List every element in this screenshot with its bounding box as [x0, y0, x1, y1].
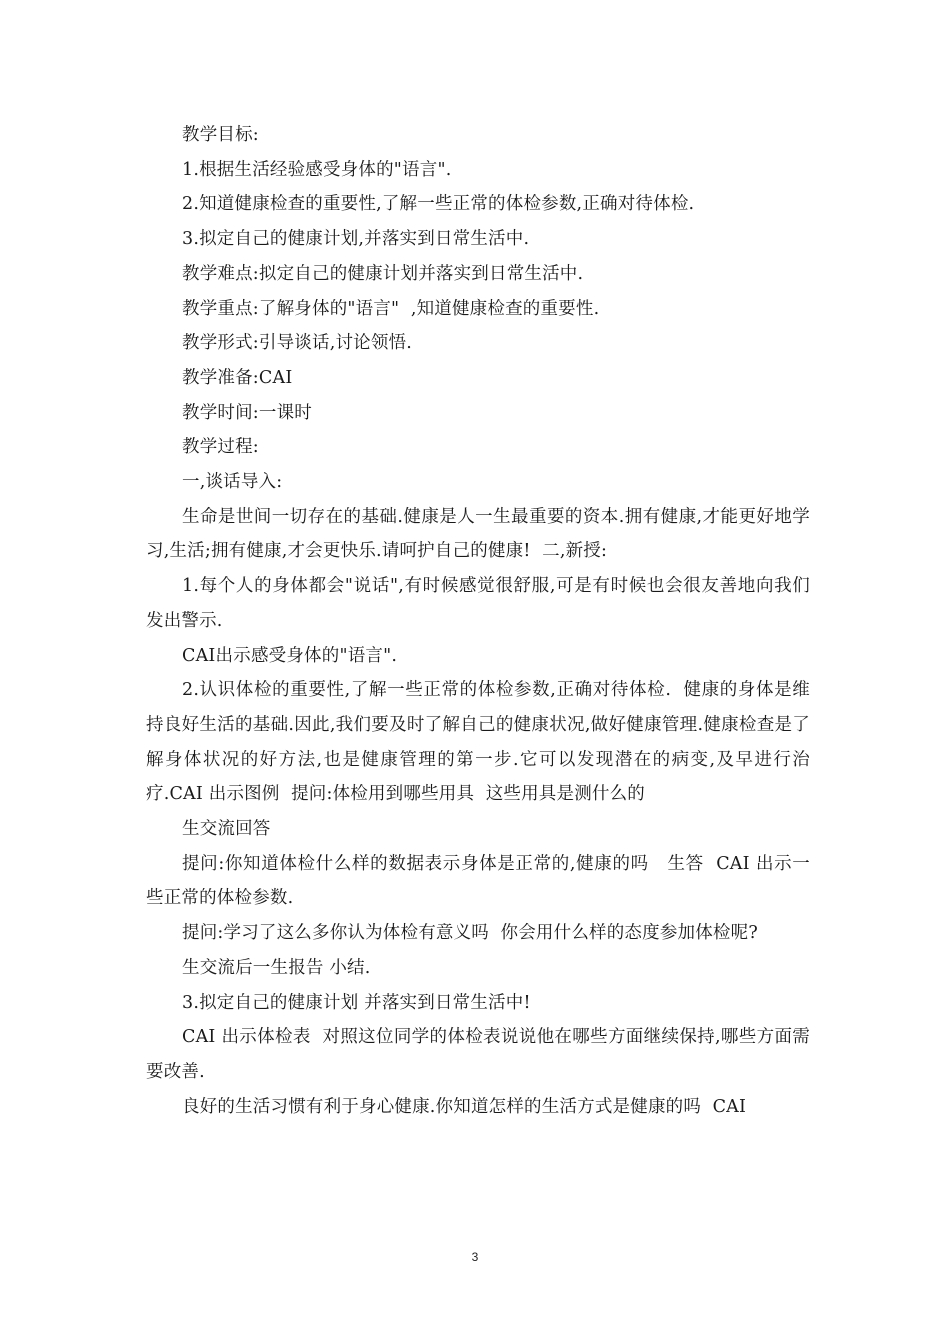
paragraph: 教学形式:引导谈话,讨论领悟. [182, 333, 413, 354]
document-body [146, 118, 810, 1124]
paragraph: 一,谈话导入: [182, 472, 283, 493]
paragraph: 良好的生活习惯有利于身心健康.你知道怎样的生活方式是健康的吗 CAI [182, 1096, 747, 1117]
paragraph: 2.认识体检的重要性,了解一些正常的体检参数,正确对待体检. 健康的身体是维持良好生活的基础.因此,我们要及时了解自己的健康状况,做好健康管理.健康检查是了解身体状况的好方法,也是健康管理的第一步.它可以发现潜在的病变,及早进行治疗.CAI 出示图例 提问:体检用到哪些用具 这些用具是测什么的 [146, 680, 810, 805]
paragraph: 教学过程: [182, 437, 259, 458]
paragraph: 教学难点:拟定自己的健康计划并落实到日常生活中. [182, 263, 584, 284]
paragraph: 教学准备:CAI [182, 367, 293, 388]
paragraph: 教学重点:了解身体的"语言" ,知道健康检查的重要性. [182, 298, 600, 319]
paragraph: CAI 出示体检表 对照这位同学的体检表说说他在哪些方面继续保持,哪些方面需要改善. [146, 1027, 810, 1082]
paragraph: 1.每个人的身体都会"说话",有时候感觉很舒服,可是有时候也会很友善地向我们发出警示. [146, 576, 810, 631]
page-number: 3 [471, 1250, 479, 1264]
paragraph: CAI出示感受身体的"语言". [182, 645, 398, 666]
paragraph: 2.知道健康检查的重要性,了解一些正常的体检参数,正确对待体检. [182, 194, 695, 215]
paragraph: 提问:学习了这么多你认为体检有意义吗 你会用什么样的态度参加体检呢? [182, 923, 758, 944]
paragraph: 3.拟定自己的健康计划,并落实到日常生活中. [182, 229, 530, 250]
paragraph: 生交流后一生报告 小结. [182, 957, 371, 978]
paragraph: 3.拟定自己的健康计划 并落实到日常生活中! [182, 992, 531, 1013]
paragraph: 教学时间:一课时 [182, 402, 312, 423]
paragraph: 教学目标: [182, 125, 259, 145]
paragraph: 1.根据生活经验感受身体的"语言". [182, 159, 452, 180]
paragraph: 提问:你知道体检什么样的数据表示身体是正常的,健康的吗 生答 CAI 出示一些正常的体检参数. [146, 853, 810, 909]
paragraph: 生命是世间一切存在的基础.健康是人一生最重要的资本.拥有健康,才能更好地学习,生活;拥有健康,才会更快乐.请呵护自己的健康! 二,新授: [146, 506, 810, 562]
paragraph: 生交流回答 [182, 819, 271, 840]
